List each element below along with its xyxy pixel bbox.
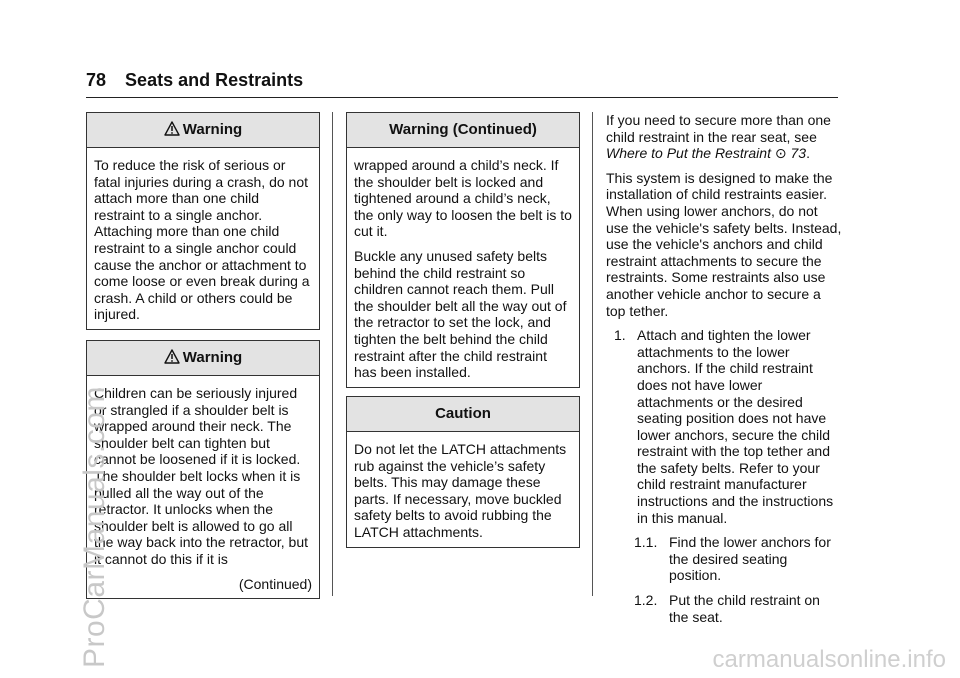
warning-continued-paragraph-1: wrapped around a child’s neck. If the shoulder belt is locked and tightened around a child’s neck, the only way to loosen the belt is to cut it. [354, 157, 572, 240]
warning-continued-box [346, 112, 580, 388]
cross-reference-link[interactable]: Where to Put the Restraint [606, 145, 771, 162]
step-1-2 [606, 592, 842, 625]
header-rule [86, 97, 838, 98]
body-column [606, 112, 842, 633]
caution-box [346, 396, 580, 548]
step-1-2-text: Put the child restraint on the seat. [669, 592, 820, 625]
watermark-bottom: carmanualsonline.info [712, 646, 946, 673]
page-header [86, 70, 303, 91]
warning-continued-header: Warning (Continued) [347, 113, 579, 148]
step-1-text: Attach and tighten the lower attachments to the lower anchors. If the child restraint does not have lower attachments or the desired seating position does not have lower anchors, secure the child restraint with the top tether and the safety belts. Refer to your child restraint manufacturer instructions and the instructions in this manual. [637, 327, 834, 526]
warning-continued-paragraph-2: Buckle any unused safety belts behind the child restraint so children cannot reach them. Pull the shoulder belt all the way out of the retractor to set the lock, and tighten the belt behind the child restraint after the child restraint has been installed. [354, 247, 567, 381]
warning-box-2-title: Warning [182, 349, 243, 366]
warning-triangle-icon [164, 115, 180, 149]
step-1-number: 1. [614, 327, 626, 344]
step-1-1-number: 1.1. [634, 534, 658, 551]
section-title: Seats and Restraints [125, 70, 304, 90]
cross-reference-page[interactable]: 73 [790, 145, 807, 162]
warning-box-2-text: Children can be seriously injured or strangled if a shoulder belt is wrapped around their neck. The shoulder belt can tighten but cannot be loosened if it is locked. The shoulder belt locks when it is pulled all the way out of the retractor. It unlocks when the shoulder belt is allowed to go all the way back into the retractor, but it cannot do this if it is [94, 385, 309, 567]
caution-text: Do not let the LATCH attachments rub against the vehicle’s safety belts. This may damage these parts. If necessary, move buckled safety belts to avoid rubbing the LATCH attachments. [354, 441, 567, 540]
page-ref-icon: ⊙ [774, 145, 787, 162]
intro-text: If you need to secure more than one child restraint in the rear seat, see [606, 112, 831, 145]
warning-box-2-header [87, 341, 319, 376]
step-1-1-text: Find the lower anchors for the desired seating position. [669, 534, 831, 584]
column-divider-right [592, 112, 593, 596]
warning-box-1 [86, 112, 320, 330]
caution-header: Caution [347, 397, 579, 432]
warning-triangle-icon [164, 343, 180, 377]
step-1-2-number: 1.2. [634, 592, 658, 609]
intro-end: . [806, 145, 810, 162]
column-divider-left [332, 112, 333, 596]
page-number: 78 [86, 70, 107, 90]
intro-paragraph [606, 112, 842, 162]
warning-box-1-title: Warning [182, 121, 243, 138]
continued-label: (Continued) [238, 575, 312, 592]
warning-box-1-text: To reduce the risk of serious or fatal injuries during a crash, do not attach more than one child restraint to a single anchor. Attaching more than one child restraint to a single anchor could cause the anchor or attachment to come loose or even break during a crash. A child or others could be injured. [94, 157, 310, 323]
step-1-1 [606, 534, 842, 584]
step-1 [606, 327, 842, 526]
warning-box-1-header [87, 113, 319, 148]
watermark-left: ProCarManuals.com [78, 386, 111, 668]
warning-box-2 [86, 340, 320, 599]
system-description: This system is designed to make the installation of child restraints easier. When using lower anchors, do not use the vehicle's safety belts. Instead, use the vehicle's anchors and child restraint attachments to secure the restraints. Some restraints also use another vehicle anchor to secure a top tether. [606, 169, 842, 319]
